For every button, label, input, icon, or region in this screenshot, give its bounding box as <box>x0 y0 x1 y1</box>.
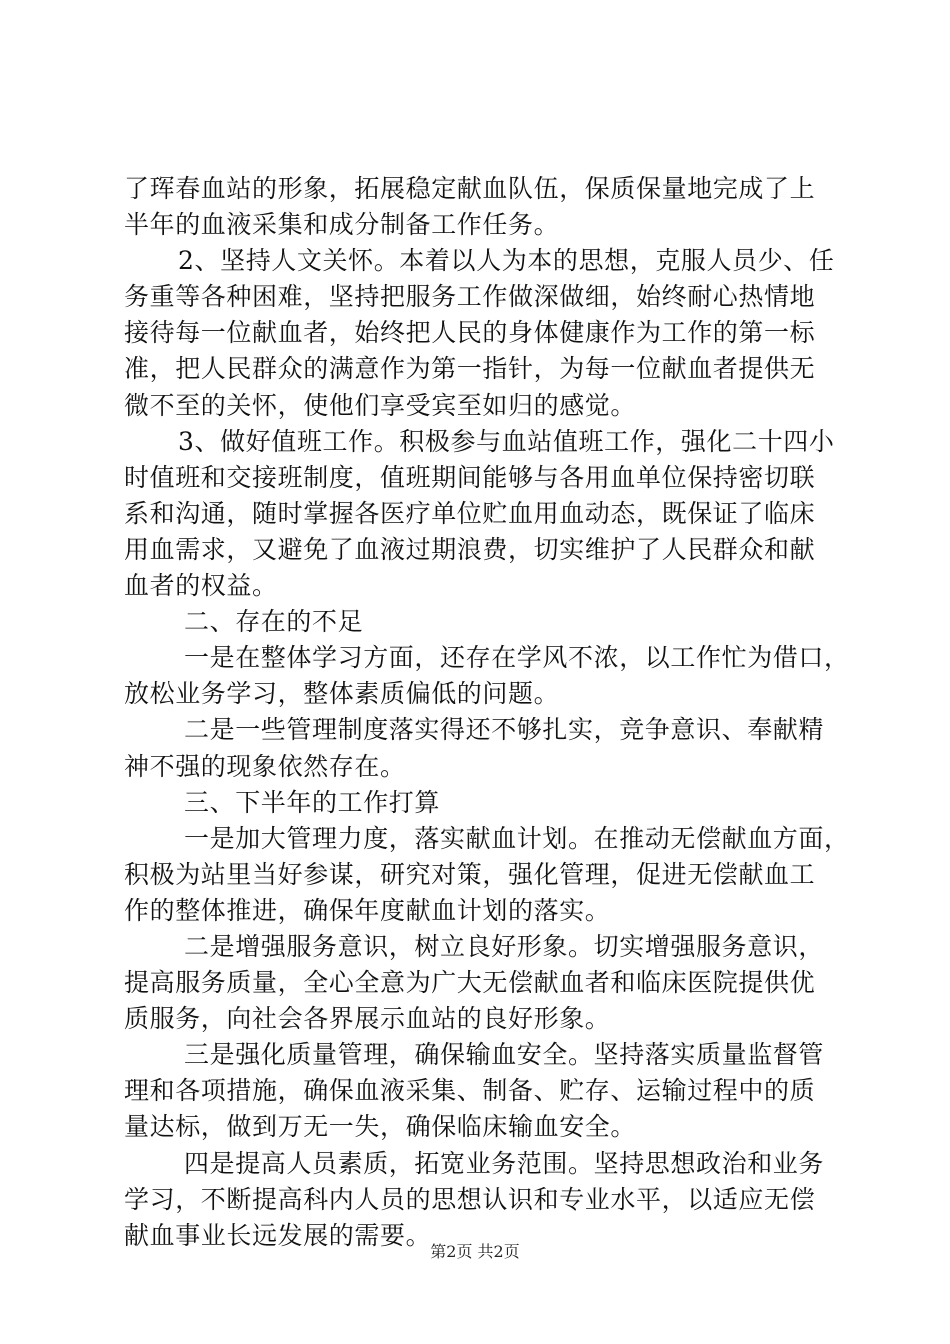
text-line: 时值班和交接班制度，值班期间能够与各用血单位保持密切联 <box>124 462 816 492</box>
text-line: 半年的血液采集和成分制备工作任务。 <box>124 210 560 240</box>
text-line: 四是提高人员素质，拓宽业务范围。坚持思想政治和业务 <box>184 1148 825 1178</box>
text-line: 放松业务学习，整体素质偏低的问题。 <box>124 679 560 709</box>
text-line: 三、下半年的工作打算 <box>184 787 441 817</box>
text-line: 微不至的关怀，使他们享受宾至如归的感觉。 <box>124 390 637 420</box>
text-line: 了珲春血站的形象，拓展稳定献血队伍，保质保量地完成了上 <box>124 174 816 203</box>
text-line: 二是增强服务意识，树立良好形象。切实增强服务意识， <box>184 931 825 961</box>
text-line: 准，把人民群众的满意作为第一指针，为每一位献血者提供无 <box>124 354 816 384</box>
text-line: 作的整体推进，确保年度献血计划的落实。 <box>124 895 611 925</box>
document-body <box>124 171 850 1254</box>
text-line: 二、存在的不足 <box>184 607 364 637</box>
text-line: 理和各项措施，确保血液采集、制备、贮存、运输过程中的质 <box>124 1076 816 1106</box>
text-line: 系和沟通，随时掌握各医疗单位贮血用血动态，既保证了临床 <box>124 498 816 528</box>
text-line: 积极为站里当好参谋，研究对策，强化管理，促进无偿献血工 <box>124 859 816 889</box>
text-line: 学习，不断提高科内人员的思想认识和专业水平，以适应无偿 <box>124 1184 816 1214</box>
text-line: 神不强的现象依然存在。 <box>124 751 406 781</box>
text-line: 接待每一位献血者，始终把人民的身体健康作为工作的第一标 <box>124 318 816 348</box>
text-line: 务重等各种困难，坚持把服务工作做深做细，始终耐心热情地 <box>124 282 816 312</box>
text-line: 质服务，向社会各界展示血站的良好形象。 <box>124 1004 611 1034</box>
text-line: 量达标，做到万无一失，确保临床输血安全。 <box>124 1112 637 1142</box>
text-line: 2、坚持人文关怀。本着以人为本的思想，克服人员少、任 <box>178 246 835 276</box>
text-line: 二是一些管理制度落实得还不够扎实，竞争意识、奉献精 <box>184 715 825 745</box>
text-line: 一是加大管理力度，落实献血计划。在推动无偿献血方面， <box>184 823 850 853</box>
text-line: 用血需求，又避免了血液过期浪费，切实维护了人民群众和献 <box>124 534 816 564</box>
text-line: 一是在整体学习方面，还存在学风不浓，以工作忙为借口， <box>184 643 850 673</box>
text-line: 血者的权益。 <box>124 571 278 601</box>
text-line: 献血事业长远发展的需要。 <box>124 1220 432 1250</box>
page-footer: 第2页 共2页 <box>430 1242 520 1261</box>
text-line: 提高服务质量，全心全意为广大无偿献血者和临床医院提供优 <box>124 968 816 998</box>
text-line: 三是强化质量管理，确保输血安全。坚持落实质量监督管 <box>184 1040 825 1070</box>
text-line: 3、做好值班工作。积极参与血站值班工作，强化二十四小 <box>178 426 835 456</box>
